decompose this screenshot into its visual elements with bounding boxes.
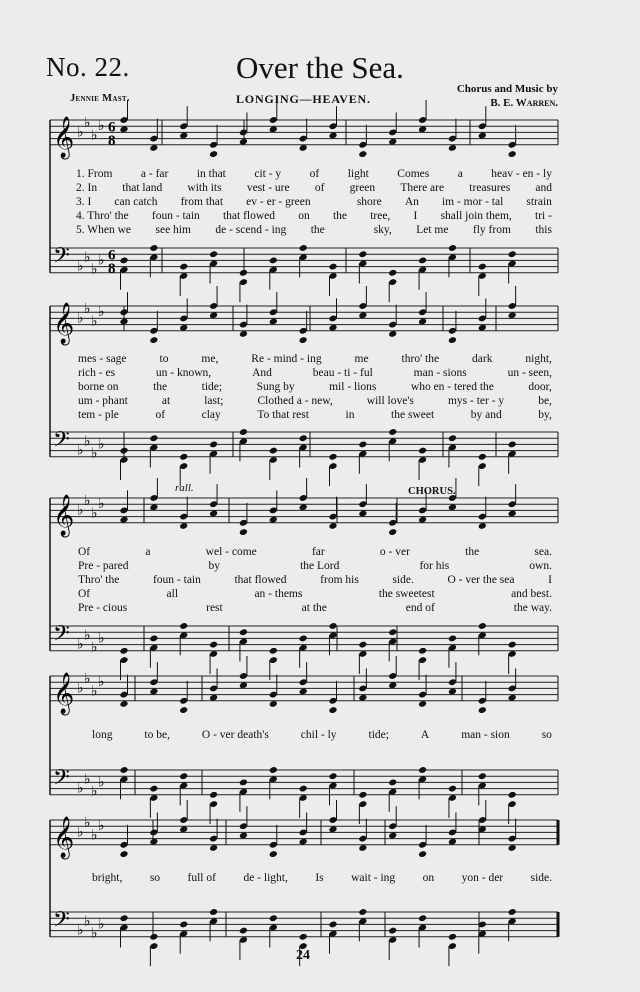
lyric-syllable: on — [298, 210, 310, 222]
flat-icon: ♭ — [98, 818, 105, 835]
lyric-syllable: green — [349, 182, 376, 194]
note-head — [478, 263, 487, 271]
note-head — [418, 256, 427, 264]
lyric-syllable: and — [535, 182, 552, 194]
lyric-syllable: end of — [405, 602, 435, 614]
lyric-syllable: ev - er - green — [246, 196, 311, 208]
lyric-syllable: me — [354, 353, 369, 365]
note-head — [478, 453, 487, 461]
lyric-syllable: will love's — [366, 395, 414, 407]
flat-icon: ♭ — [84, 249, 91, 266]
lyric-syllable: to — [159, 353, 169, 365]
note-head — [179, 706, 188, 714]
note-head — [508, 440, 517, 448]
flat-icon: ♭ — [84, 627, 91, 644]
note-head — [119, 647, 128, 655]
note-head — [119, 850, 128, 858]
hymn-number: No. 22. — [46, 52, 130, 82]
note-head — [448, 336, 457, 344]
lyric-syllable: from that — [180, 196, 224, 208]
note-head — [119, 766, 128, 774]
flat-icon: ♭ — [98, 252, 105, 269]
lyric-syllable: tide; — [368, 729, 389, 741]
lyric-syllable: mil - lions — [329, 381, 377, 393]
treble-clef-icon: 𝄞 — [53, 672, 75, 714]
lyric-syllable: clay — [201, 409, 221, 421]
lyric-syllable: an - thems — [254, 588, 303, 600]
lyric-syllable: the sweetest — [378, 588, 435, 600]
note-head — [269, 256, 278, 264]
lyric-syllable: 3. I — [76, 196, 92, 208]
note-head — [358, 908, 367, 916]
lyric-syllable: dark — [472, 353, 493, 365]
lyric-syllable: the — [465, 546, 480, 558]
lyric-syllable: cit - y — [254, 168, 282, 180]
lyric-syllable: door, — [528, 381, 552, 393]
flat-icon: ♭ — [91, 445, 98, 462]
lyric-syllable: a — [457, 168, 463, 180]
lyric-syllable: yon - der — [461, 872, 504, 884]
lyric-syllable: in that — [196, 168, 226, 180]
rall-marking: rall. — [175, 482, 194, 494]
lyric-syllable: And — [252, 367, 272, 379]
note-head — [388, 628, 397, 636]
lyric-syllable: To that rest — [257, 409, 309, 421]
note-head — [478, 706, 487, 714]
note-head — [508, 150, 517, 158]
lyric-syllable: who en - tered the — [410, 381, 494, 393]
lyric-syllable: shore — [356, 196, 382, 208]
note-head — [209, 908, 218, 916]
note-head — [388, 428, 397, 436]
lyric-syllable: tem - ple — [78, 409, 119, 421]
note-head — [478, 622, 487, 630]
note-head — [179, 263, 188, 271]
note-head — [328, 772, 337, 780]
lyric-syllable: by, — [538, 409, 552, 421]
composer-name: B. E. Warren. — [490, 97, 558, 109]
note-head — [448, 634, 457, 642]
lyric-syllable: heav - en - ly — [491, 168, 552, 180]
note-head — [418, 850, 427, 858]
lyric-syllable: the — [310, 224, 325, 236]
note-head — [239, 528, 248, 536]
lyric-syllable: O - ver death's — [201, 729, 269, 741]
lyric-syllable: Thro' the — [78, 574, 120, 586]
time-signature-denominator: 8 — [108, 260, 116, 277]
lyric-syllable: tri - — [535, 210, 552, 222]
lyric-syllable: all — [166, 588, 179, 600]
time-signature-numerator: 6 — [108, 119, 116, 136]
lyric-line — [76, 196, 552, 210]
lyric-syllable: Re - mind - ing — [251, 353, 322, 365]
flat-icon: ♭ — [98, 630, 105, 647]
bass-clef-icon: 𝄢 — [53, 907, 70, 938]
flat-icon: ♭ — [91, 925, 98, 942]
lyric-line — [78, 409, 552, 423]
flat-icon: ♭ — [91, 639, 98, 656]
note-head — [299, 634, 308, 642]
time-signature-denominator: 8 — [108, 132, 116, 149]
note-head — [149, 785, 158, 793]
note-head — [358, 641, 367, 649]
lyric-syllable: tide; — [201, 381, 223, 393]
note-head — [328, 453, 337, 461]
lyric-syllable: that flowed — [222, 210, 276, 222]
flat-icon: ♭ — [98, 496, 105, 513]
flat-icon: ♭ — [77, 922, 84, 939]
lyric-syllable: shall join them, — [440, 210, 512, 222]
flat-icon: ♭ — [77, 780, 84, 797]
note-head — [179, 920, 188, 928]
note-head — [478, 772, 487, 780]
lyric-syllable: un - seen, — [507, 367, 552, 379]
lyric-syllable: far — [311, 546, 325, 558]
lyric-syllable: in — [345, 409, 355, 421]
lyric-syllable: can catch — [114, 196, 158, 208]
note-head — [328, 263, 337, 271]
note-head — [388, 269, 397, 277]
note-head — [418, 447, 427, 455]
lyric-syllable: 5. When we — [76, 224, 132, 236]
flat-icon: ♭ — [77, 636, 84, 653]
note-head — [508, 908, 517, 916]
lyric-syllable: foun - tain — [152, 574, 201, 586]
lyric-syllable: I — [548, 574, 552, 586]
flat-icon: ♭ — [84, 771, 91, 788]
note-head — [179, 772, 188, 780]
lyric-line — [78, 560, 552, 574]
lyric-syllable: a — [145, 546, 151, 558]
note-head — [448, 933, 457, 941]
lyric-line — [76, 168, 552, 182]
lyric-syllable: de - light, — [243, 872, 288, 884]
lyric-syllable: of — [309, 168, 320, 180]
note-head — [209, 150, 218, 158]
lyric-syllable: and best. — [511, 588, 552, 600]
flat-icon: ♭ — [98, 916, 105, 933]
note-head — [209, 791, 218, 799]
lyric-syllable: side. — [530, 872, 552, 884]
lyric-line — [78, 574, 552, 588]
note-head — [119, 256, 128, 264]
note-head — [299, 434, 308, 442]
lyric-syllable: this — [535, 224, 552, 236]
note-head — [149, 933, 158, 941]
flat-icon: ♭ — [84, 433, 91, 450]
lyric-syllable: rich - es — [78, 367, 116, 379]
lyric-line — [78, 353, 552, 367]
lyric-syllable: I — [413, 210, 418, 222]
lyric-syllable: un - known, — [155, 367, 212, 379]
flat-icon: ♭ — [98, 674, 105, 691]
lyric-line — [78, 602, 552, 616]
note-head — [179, 622, 188, 630]
lyric-syllable: Of — [78, 588, 91, 600]
lyric-syllable: me, — [201, 353, 219, 365]
lyric-line — [92, 729, 552, 743]
lyric-syllable: rest — [206, 602, 223, 614]
lyric-syllable: foun - tain — [151, 210, 200, 222]
note-head — [328, 706, 337, 714]
note-head — [269, 914, 278, 922]
lyric-syllable: Is — [315, 872, 324, 884]
flat-icon: ♭ — [84, 493, 91, 510]
lyric-syllable: treasures — [469, 182, 511, 194]
lyric-syllable: Let me — [416, 224, 449, 236]
lyric-syllable: sky, — [373, 224, 392, 236]
lyric-syllable: Pre - cious — [78, 602, 128, 614]
lyric-syllable: 1. From — [76, 168, 113, 180]
lyric-syllable: de - scend - ing — [215, 224, 287, 236]
lyric-syllable: Clothed a - new, — [257, 395, 333, 407]
note-head — [239, 428, 248, 436]
note-head — [239, 927, 248, 935]
lyric-syllable: the way. — [513, 602, 552, 614]
lyric-syllable: on — [422, 872, 435, 884]
note-head — [179, 453, 188, 461]
composer-credit-line1: Chorus and Music by — [456, 83, 558, 95]
lyric-line — [78, 367, 552, 381]
note-head — [448, 785, 457, 793]
bass-clef-icon: 𝄢 — [53, 243, 70, 274]
lyric-syllable: see him — [155, 224, 191, 236]
flat-icon: ♭ — [98, 774, 105, 791]
page-number: 24 — [296, 948, 310, 963]
lyric-syllable: last; — [204, 395, 224, 407]
flat-icon: ♭ — [77, 824, 84, 841]
note-head — [388, 528, 397, 536]
chorus-marking: CHORUS. — [408, 486, 456, 497]
lyric-syllable: the Lord — [300, 560, 340, 572]
flat-icon: ♭ — [77, 124, 84, 141]
flat-icon: ♭ — [91, 783, 98, 800]
lyric-syllable: at — [161, 395, 171, 407]
flat-icon: ♭ — [77, 680, 84, 697]
note-head — [328, 920, 337, 928]
lyric-syllable: side. — [392, 574, 414, 586]
lyric-syllable: the — [153, 381, 168, 393]
flat-icon: ♭ — [91, 683, 98, 700]
treble-clef-icon: 𝄞 — [53, 116, 75, 158]
note-head — [239, 269, 248, 277]
lyric-syllable: o - ver — [379, 546, 410, 558]
note-head — [299, 933, 308, 941]
flat-icon: ♭ — [84, 115, 91, 132]
note-head — [209, 250, 218, 258]
lyric-syllable: light — [347, 168, 369, 180]
hymn-title: Over the Sea. — [236, 50, 404, 85]
lyric-syllable: An — [404, 196, 419, 208]
lyric-syllable: thro' the — [401, 353, 440, 365]
lyric-syllable: the sweet — [391, 409, 435, 421]
flat-icon: ♭ — [84, 913, 91, 930]
flat-icon: ♭ — [84, 671, 91, 688]
lyric-syllable: that flowed — [234, 574, 287, 586]
lyric-syllable: O - ver the sea — [447, 574, 515, 586]
lyric-syllable: mys - ter - y — [447, 395, 505, 407]
note-head — [448, 434, 457, 442]
note-head — [239, 778, 248, 786]
flat-icon: ♭ — [91, 127, 98, 144]
note-head — [299, 244, 308, 252]
lyric-syllable: a - far — [140, 168, 169, 180]
lyric-syllable: with its — [187, 182, 222, 194]
lyric-syllable: vest - ure — [246, 182, 290, 194]
time-signature-numerator: 6 — [108, 247, 116, 264]
lyric-line — [76, 224, 552, 238]
lyric-line — [76, 182, 552, 196]
lyric-syllable: full of — [187, 872, 216, 884]
lyric-syllable: man - sion — [461, 729, 510, 741]
flat-icon: ♭ — [91, 505, 98, 522]
lyric-syllable: so — [149, 872, 161, 884]
treble-clef-icon: 𝄞 — [53, 302, 75, 344]
note-head — [149, 634, 158, 642]
note-head — [358, 440, 367, 448]
note-head — [299, 785, 308, 793]
treble-clef-icon: 𝄞 — [53, 494, 75, 536]
note-head — [269, 766, 278, 774]
note-head — [269, 447, 278, 455]
note-head — [269, 647, 278, 655]
lyric-syllable: from his — [320, 574, 359, 586]
lyric-syllable: man - sions — [413, 367, 467, 379]
flat-icon: ♭ — [77, 502, 84, 519]
lyric-syllable: Comes — [397, 168, 430, 180]
bass-clef-icon: 𝄢 — [53, 765, 70, 796]
note-head — [508, 791, 517, 799]
lyric-syllable: of — [155, 409, 166, 421]
lyric-syllable: Sung by — [256, 381, 295, 393]
lyric-syllable: mes - sage — [78, 353, 127, 365]
flat-icon: ♭ — [91, 827, 98, 844]
note-head — [418, 647, 427, 655]
lyric-syllable: 4. Thro' the — [76, 210, 129, 222]
lyric-syllable: the — [332, 210, 347, 222]
lyric-syllable: of — [314, 182, 325, 194]
note-head — [358, 150, 367, 158]
lyric-syllable: night, — [525, 353, 552, 365]
lyric-syllable: to be, — [144, 729, 170, 741]
lyric-syllable: um - phant — [78, 395, 128, 407]
note-head — [388, 927, 397, 935]
lyricist-name: Jennie Mast. — [70, 93, 130, 104]
flat-icon: ♭ — [77, 442, 84, 459]
note-head — [328, 622, 337, 630]
lyric-syllable: by — [208, 560, 221, 572]
bass-clef-icon: 𝄢 — [53, 427, 70, 458]
lyric-syllable: so — [541, 729, 552, 741]
flat-icon: ♭ — [84, 301, 91, 318]
lyric-syllable: beau - ti - ful — [312, 367, 373, 379]
tune-name: LONGING—HEAVEN. — [236, 92, 371, 106]
note-head — [269, 850, 278, 858]
note-head — [209, 641, 218, 649]
lyric-syllable: strain — [526, 196, 552, 208]
note-head — [119, 914, 128, 922]
lyric-syllable: for his — [419, 560, 450, 572]
lyric-syllable: wait - ing — [351, 872, 396, 884]
note-head — [358, 250, 367, 258]
note-head — [358, 791, 367, 799]
note-head — [149, 434, 158, 442]
lyric-line — [78, 546, 552, 560]
lyric-syllable: tree, — [370, 210, 391, 222]
flat-icon: ♭ — [98, 304, 105, 321]
lyric-syllable: Of — [78, 546, 91, 558]
note-head — [448, 244, 457, 252]
note-head — [388, 778, 397, 786]
treble-clef-icon: 𝄞 — [53, 816, 75, 858]
lyric-syllable: sea. — [534, 546, 552, 558]
note-head — [508, 641, 517, 649]
lyric-line — [92, 872, 552, 886]
lyric-line — [78, 395, 552, 409]
lyric-syllable: at the — [301, 602, 327, 614]
note-head — [508, 250, 517, 258]
lyric-syllable: There are — [400, 182, 445, 194]
lyric-syllable: A — [420, 729, 430, 741]
lyric-syllable: Pre - pared — [78, 560, 129, 572]
lyric-syllable: long — [92, 729, 113, 741]
note-head — [149, 244, 158, 252]
lyric-line — [78, 588, 552, 602]
lyric-syllable: by and — [470, 409, 502, 421]
lyric-syllable: fly from — [472, 224, 511, 236]
note-head — [209, 440, 218, 448]
note-head — [418, 914, 427, 922]
lyric-syllable: borne on — [78, 381, 119, 393]
flat-icon: ♭ — [98, 436, 105, 453]
note-head — [418, 766, 427, 774]
flat-icon: ♭ — [77, 258, 84, 275]
flat-icon: ♭ — [77, 310, 84, 327]
lyric-syllable: wel - come — [205, 546, 257, 558]
note-head — [149, 336, 158, 344]
note-head — [239, 628, 248, 636]
flat-icon: ♭ — [98, 118, 105, 135]
lyric-line — [78, 381, 552, 395]
flat-icon: ♭ — [91, 313, 98, 330]
bass-clef-icon: 𝄢 — [53, 621, 70, 652]
lyric-syllable: chil - ly — [300, 729, 337, 741]
lyric-syllable: 2. In — [76, 182, 98, 194]
note-head — [119, 447, 128, 455]
flat-icon: ♭ — [91, 261, 98, 278]
flat-icon: ♭ — [84, 815, 91, 832]
lyric-syllable: im - mor - tal — [441, 196, 504, 208]
lyric-syllable: be, — [538, 395, 552, 407]
lyric-line — [76, 210, 552, 224]
note-head — [299, 336, 308, 344]
lyric-syllable: own. — [529, 560, 552, 572]
lyric-syllable: bright, — [92, 872, 123, 884]
lyric-syllable: that land — [122, 182, 163, 194]
